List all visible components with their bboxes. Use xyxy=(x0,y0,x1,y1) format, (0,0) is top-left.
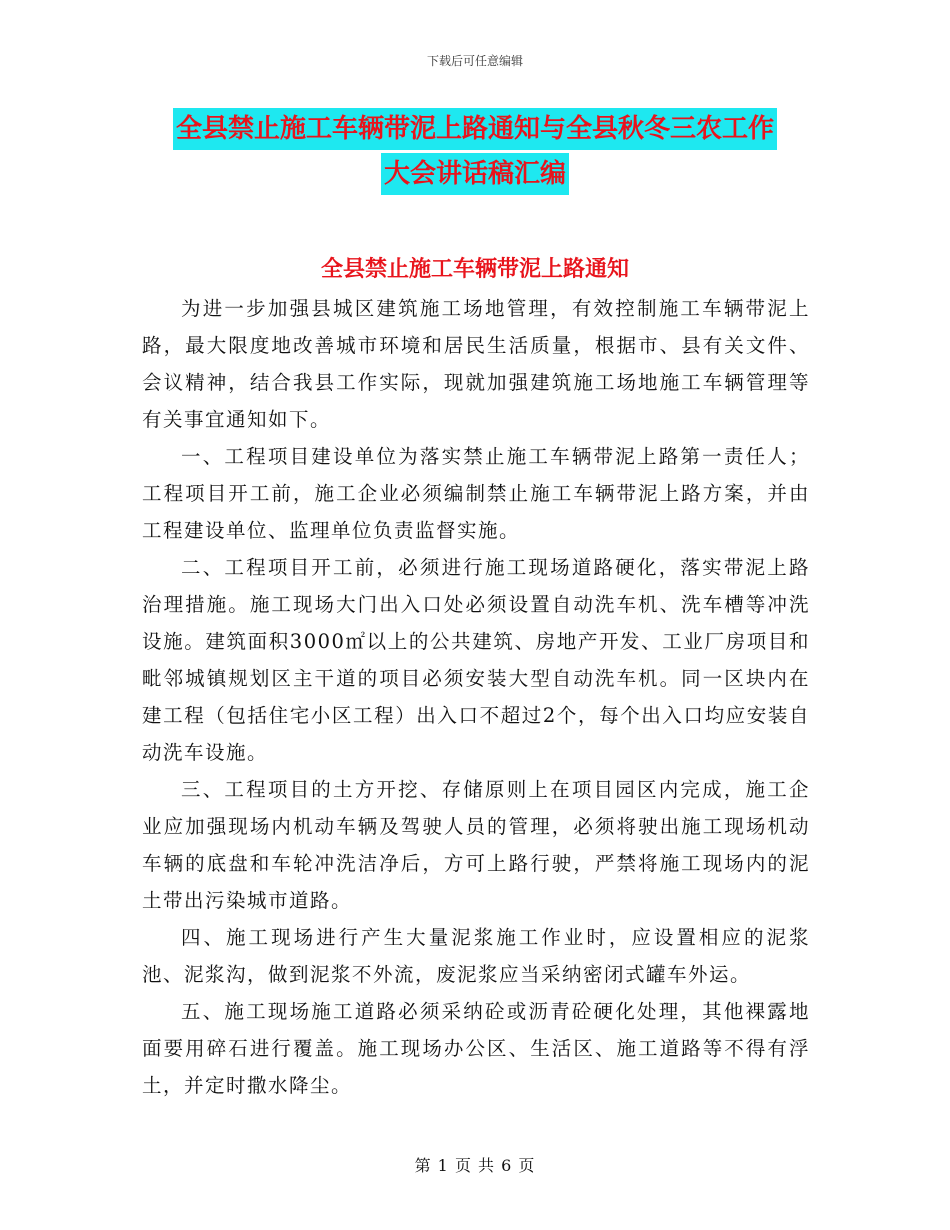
document-title-text-1: 全县禁止施工车辆带泥上路通知与全县秋冬三农工作 xyxy=(173,108,777,150)
document-title-line-2 xyxy=(0,161,950,187)
page-number-footer: 第 1 页 共 6 页 xyxy=(414,1156,536,1175)
document-title-line-1 xyxy=(0,116,950,142)
paragraph-item-5: 五、施工现场施工道路必须采纳砼或沥青砼硬化处理，其他裸露地面要用碎石进行覆盖。施工现场办公区、生活区、施工道路等不得有浮土，并定时撒水降尘。 xyxy=(142,1000,810,1097)
paragraph-item-3: 三、工程项目的土方开挖、存储原则上在项目园区内完成，施工企业应加强现场内机动车辆及驾驶人员的管理，必须将驶出施工现场机动车辆的底盘和车轮冲洗洁净后，方可上路行驶，严禁将施工现场内的泥土带出污染城市道路。 xyxy=(142,778,810,912)
document-body xyxy=(142,290,810,1104)
paragraph-intro: 为进一步加强县城区建筑施工场地管理，有效控制施工车辆带泥上路，最大限度地改善城市环境和居民生活质量，根据市、县有关文件、会议精神，结合我县工作实际，现就加强建筑施工场地施工车辆管理等有关事宜通知如下。 xyxy=(142,297,810,431)
paragraph-item-4: 四、施工现场进行产生大量泥浆施工作业时，应设置相应的泥浆池、泥浆沟，做到泥浆不外流，废泥浆应当采纳密闭式罐车外运。 xyxy=(142,926,810,986)
document-title-text-2: 大会讲话稿汇编 xyxy=(381,153,569,195)
section-title: 全县禁止施工车辆带泥上路通知 xyxy=(320,257,629,282)
paragraph-item-2: 二、工程项目开工前，必须进行施工现场道路硬化，落实带泥上路治理措施。施工现场大门出入口处必须设置自动洗车机、洗车槽等冲洗设施。建筑面积3000㎡以上的公共建筑、房地产开发、工业厂房项目和毗邻城镇规划区主干道的项目必须安装大型自动洗车机。同一区块内在建工程（包括住宅小区工程）出入口不超过2个，每个出入口均应安装自动洗车设施。 xyxy=(142,556,810,764)
paragraph-item-1: 一、工程项目建设单位为落实禁止施工车辆带泥上路第一责任人；工程项目开工前，施工企业必须编制禁止施工车辆带泥上路方案，并由工程建设单位、监理单位负责监督实施。 xyxy=(142,445,810,542)
page-header-note: 下载后可任意编辑 xyxy=(426,54,523,68)
